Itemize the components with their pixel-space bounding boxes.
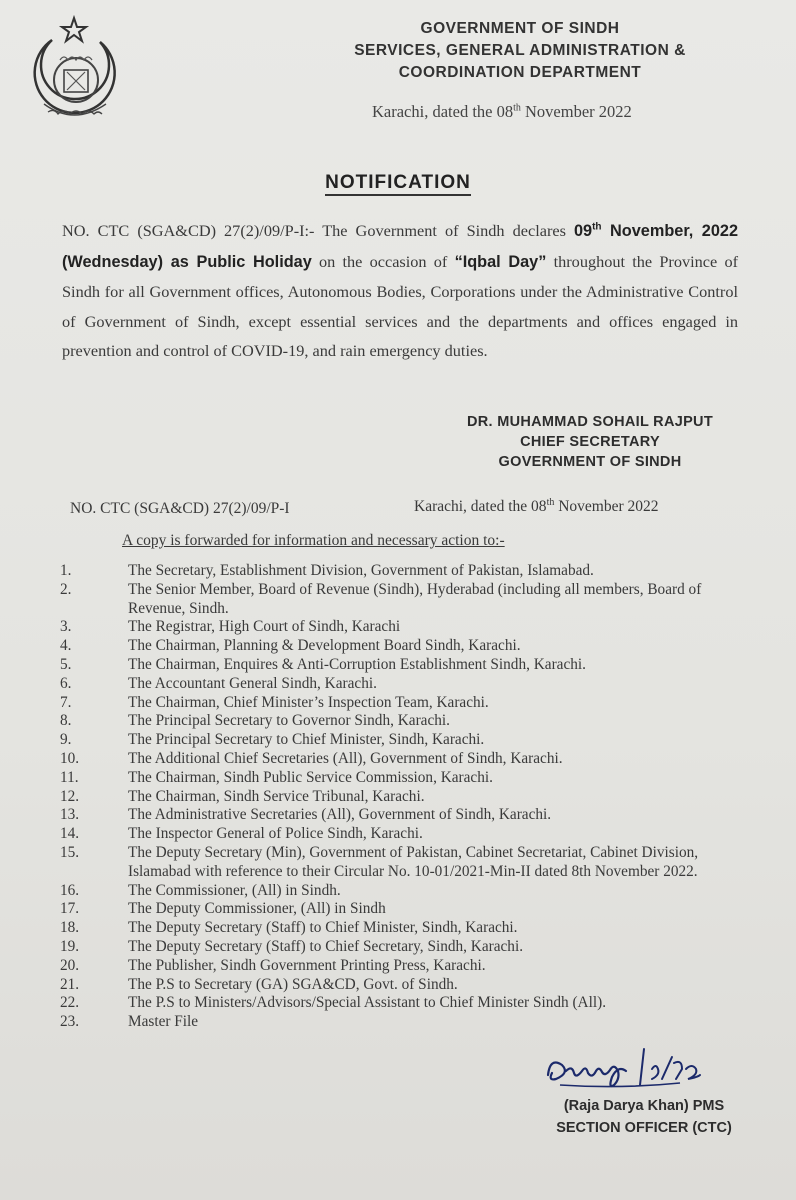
- header-date-prefix: Karachi, dated the 08: [372, 102, 514, 121]
- reference-number: NO. CTC (SGA&CD) 27(2)/09/P-I: [70, 500, 290, 517]
- list-item: [60, 731, 750, 750]
- list-item-number: 21.: [60, 975, 80, 993]
- page-title: [0, 172, 796, 194]
- list-item-text: The Inspector General of Police Sindh, Karachi.: [128, 825, 423, 843]
- copy-heading: A copy is forwarded for information and necessary action to:-: [122, 532, 505, 549]
- list-item-text: The Administrative Secretaries (All), Government of Sindh, Karachi.: [128, 806, 552, 824]
- section-officer-block: [524, 1095, 764, 1139]
- list-item-text: The Chairman, Chief Minister’s Inspection Team, Karachi.: [128, 693, 489, 711]
- list-item: [60, 750, 750, 769]
- list-item: [60, 712, 750, 731]
- signatory-block: [420, 412, 760, 472]
- list-item-number: 11.: [60, 768, 79, 786]
- copy-date-prefix: Karachi, dated the 08: [414, 498, 547, 515]
- list-item: [60, 694, 750, 713]
- list-item: [60, 919, 750, 938]
- list-item-text: The P.S to Ministers/Advisors/Special Assistant to Chief Minister Sindh (All).: [128, 994, 607, 1012]
- copy-date-suffix: November 2022: [554, 498, 659, 515]
- body-bold-day: 09: [573, 222, 593, 240]
- letterhead: [270, 18, 770, 84]
- list-item-number: 5.: [60, 655, 72, 673]
- body-text-1: NO. CTC (SGA&CD) 27(2)/09/P-I:- The Government of Sindh declares: [62, 221, 574, 240]
- body-bold-occasion: “Iqbal Day”: [454, 252, 547, 271]
- list-item-text: The Principal Secretary to Chief Minister, Sindh, Karachi.: [128, 731, 485, 749]
- list-item-text: The Chairman, Enquires & Anti-Corruption Establishment Sindh, Karachi.: [128, 655, 586, 673]
- body-bold-holiday: November, 2022 (Wednesday) as Public Holiday: [62, 222, 739, 271]
- officer-name: (Raja Darya Khan) PMS: [563, 1098, 725, 1114]
- signatory-title: CHIEF SECRETARY: [520, 434, 660, 450]
- list-item-number: 20.: [60, 956, 80, 974]
- list-item: [60, 788, 750, 807]
- list-item-text: The Publisher, Sindh Government Printing Press, Karachi.: [128, 956, 486, 974]
- list-item: [60, 675, 750, 694]
- list-item: [60, 825, 750, 844]
- letterhead-line-2: SERVICES, GENERAL ADMINISTRATION &: [354, 42, 686, 59]
- list-item: [60, 882, 750, 901]
- list-item-number: 8.: [60, 712, 72, 730]
- list-item-text: The Chairman, Sindh Public Service Commission, Karachi.: [128, 768, 493, 786]
- list-item: [60, 976, 750, 995]
- body-bold-sup: th: [592, 221, 602, 233]
- header-date-sup: th: [513, 102, 521, 114]
- list-item-number: 6.: [60, 674, 72, 692]
- list-item-number: 23.: [60, 1013, 80, 1031]
- list-item-text: The Commissioner, (All) in Sindh.: [128, 881, 341, 899]
- list-item-number: 18.: [60, 919, 80, 937]
- list-item-number: 2.: [60, 580, 72, 598]
- list-item-text: The Deputy Commissioner, (All) in Sindh: [128, 900, 386, 918]
- copy-date: [414, 498, 659, 516]
- letterhead-line-3: COORDINATION DEPARTMENT: [398, 64, 642, 81]
- page-title-text: NOTIFICATION: [325, 172, 471, 196]
- list-item-text: The Registrar, High Court of Sindh, Karachi: [128, 618, 401, 636]
- list-item-text: Master File: [128, 1013, 199, 1031]
- list-item-number: 7.: [60, 693, 72, 711]
- list-item-text: The Deputy Secretary (Staff) to Chief Secretary, Sindh, Karachi.: [128, 937, 524, 955]
- list-item-text: The Principal Secretary to Governor Sindh, Karachi.: [128, 712, 450, 730]
- list-item-number: 15.: [60, 843, 80, 861]
- list-item: [60, 806, 750, 825]
- list-item-number: 19.: [60, 937, 80, 955]
- list-item-number: 9.: [60, 731, 72, 749]
- list-item-number: 16.: [60, 881, 80, 899]
- list-item: [60, 769, 750, 788]
- list-item: [60, 562, 750, 581]
- list-item: [60, 618, 750, 637]
- list-item-text: The Chairman, Sindh Service Tribunal, Karachi.: [128, 787, 425, 805]
- list-item-number: 17.: [60, 900, 80, 918]
- signatory-org: GOVERNMENT OF SINDH: [498, 454, 682, 470]
- body-text-2: on the occasion of: [311, 251, 455, 271]
- list-item-number: 1.: [60, 562, 72, 579]
- list-item: [60, 656, 750, 675]
- list-item-text: The Chairman, Planning & Development Board Sindh, Karachi.: [128, 637, 521, 655]
- list-item: [60, 938, 750, 957]
- list-item-number: 10.: [60, 749, 80, 767]
- list-item: [60, 994, 750, 1013]
- handwritten-signature-icon: [540, 1045, 740, 1097]
- list-item-number: 14.: [60, 825, 80, 843]
- list-item: [60, 581, 750, 619]
- header-date: [372, 102, 632, 122]
- signatory-name: DR. MUHAMMAD SOHAIL RAJPUT: [467, 414, 713, 430]
- list-item-number: 22.: [60, 994, 80, 1012]
- list-item-number: 12.: [60, 787, 80, 805]
- list-item-text: The Secretary, Establishment Division, Government of Pakistan, Islamabad.: [128, 562, 594, 579]
- header-date-suffix: November 2022: [520, 102, 632, 121]
- list-item-text: The Additional Chief Secretaries (All), Government of Sindh, Karachi.: [128, 749, 563, 767]
- distribution-list: [60, 562, 750, 1032]
- sindh-government-emblem-icon: [22, 14, 126, 134]
- list-item: [60, 637, 750, 656]
- list-item: [60, 957, 750, 976]
- copy-date-sup: th: [546, 496, 555, 508]
- list-item: [60, 1013, 750, 1032]
- list-item-text: The Deputy Secretary (Staff) to Chief Minister, Sindh, Karachi.: [128, 919, 518, 937]
- list-item-number: 13.: [60, 806, 80, 824]
- list-item: [60, 844, 750, 882]
- officer-title: SECTION OFFICER (CTC): [556, 1120, 732, 1136]
- list-item-number: 4.: [60, 637, 72, 655]
- body-text-3: throughout the Province of Sindh for all Government offices, Autonomous Bodies, Corporations under the Administrative Control of Government of Sindh, except essential services and the departments and offices engaged in prevention and control of COVID-19, and rain emergency duties.: [62, 251, 739, 360]
- list-item-text: The Senior Member, Board of Revenue (Sindh), Hyderabad (including all members, Board of Revenue, Sindh.: [128, 580, 702, 617]
- list-item-text: The Deputy Secretary (Min), Government of Pakistan, Cabinet Secretariat, Cabinet Division, Islamabad with reference to their Circular No. 10-01/2021-Min-II dated 8th November 2022.: [128, 843, 699, 880]
- list-item: [60, 900, 750, 919]
- letterhead-line-1: GOVERNMENT OF SINDH: [420, 20, 620, 37]
- list-item-text: The Accountant General Sindh, Karachi.: [128, 674, 377, 692]
- list-item-number: 3.: [60, 618, 72, 636]
- notification-body: [62, 216, 738, 366]
- list-item-text: The P.S to Secretary (GA) SGA&CD, Govt. of Sindh.: [128, 975, 458, 993]
